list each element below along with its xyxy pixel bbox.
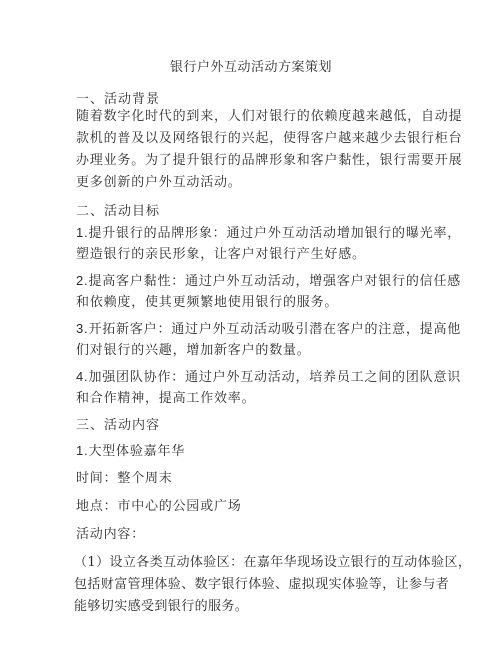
event-place: 地点：市中心的公园或广场 — [76, 499, 242, 514]
goal-item-line: 3.开拓新客户：通过户外互动活动吸引潜在客户的注意，提高他 — [76, 321, 462, 337]
goal-number: 1. — [76, 225, 89, 240]
goal-number: 3. — [76, 321, 89, 336]
goal-item-line: 2.提高客户黏性：通过户外互动活动，增强客户对银行的信任感 — [76, 273, 462, 289]
subsection-title: 1.大型体验嘉年华 — [76, 443, 186, 459]
paragraph-line: 能够切实感受到银行的服务。 — [74, 599, 249, 614]
paragraph-line: 包括财富管理体验、数字银行体验、虚拟现实体验等，让参与者 — [74, 577, 450, 592]
paragraph-line: 款机的普及以及网络银行的兴起，使得客户越来越少去银行柜台 — [76, 131, 463, 146]
section-heading-content: 三、活动内容 — [76, 418, 161, 433]
goal-number: 4. — [76, 369, 89, 384]
goal-number: 2. — [76, 273, 89, 288]
goal-item-line: 4.加强团队协作：通过户外互动活动，培养员工之间的团队意识 — [76, 369, 462, 385]
goal-item-line: 们对银行的兴趣，增加新客户的数量。 — [76, 343, 311, 358]
paragraph-line: 随着数字化时代的到来，人们对银行的依赖度越来越低，自动提 — [76, 109, 463, 124]
document-title: 银行户外互动活动方案策划 — [169, 60, 332, 75]
paragraph-line: 更多创新的户外互动活动。 — [76, 175, 242, 190]
goal-item-line: 和依赖度，使其更频繁地使用银行的服务。 — [76, 295, 339, 310]
content-label: 活动内容： — [76, 527, 146, 542]
section-heading-goals: 二、活动目标 — [76, 204, 161, 219]
goal-item-line: 和合作精神，提高工作效率。 — [76, 391, 256, 406]
subsection-number: 1. — [76, 443, 89, 458]
paragraph-line: 办理业务。为了提升银行的品牌形象和客户黏性，银行需要开展 — [76, 153, 463, 168]
section-heading-background: 一、活动背景 — [76, 92, 161, 107]
goal-item-line: 塑造银行的亲民形象，让客户对银行产生好感。 — [76, 247, 366, 262]
event-time: 时间：整个周末 — [76, 471, 173, 486]
goal-item-line: 1.提升银行的品牌形象：通过户外互动活动增加银行的曝光率， — [76, 225, 462, 241]
paragraph-line: （1）设立各类互动体验区：在嘉年华现场设立银行的互动体验区， — [74, 555, 472, 570]
